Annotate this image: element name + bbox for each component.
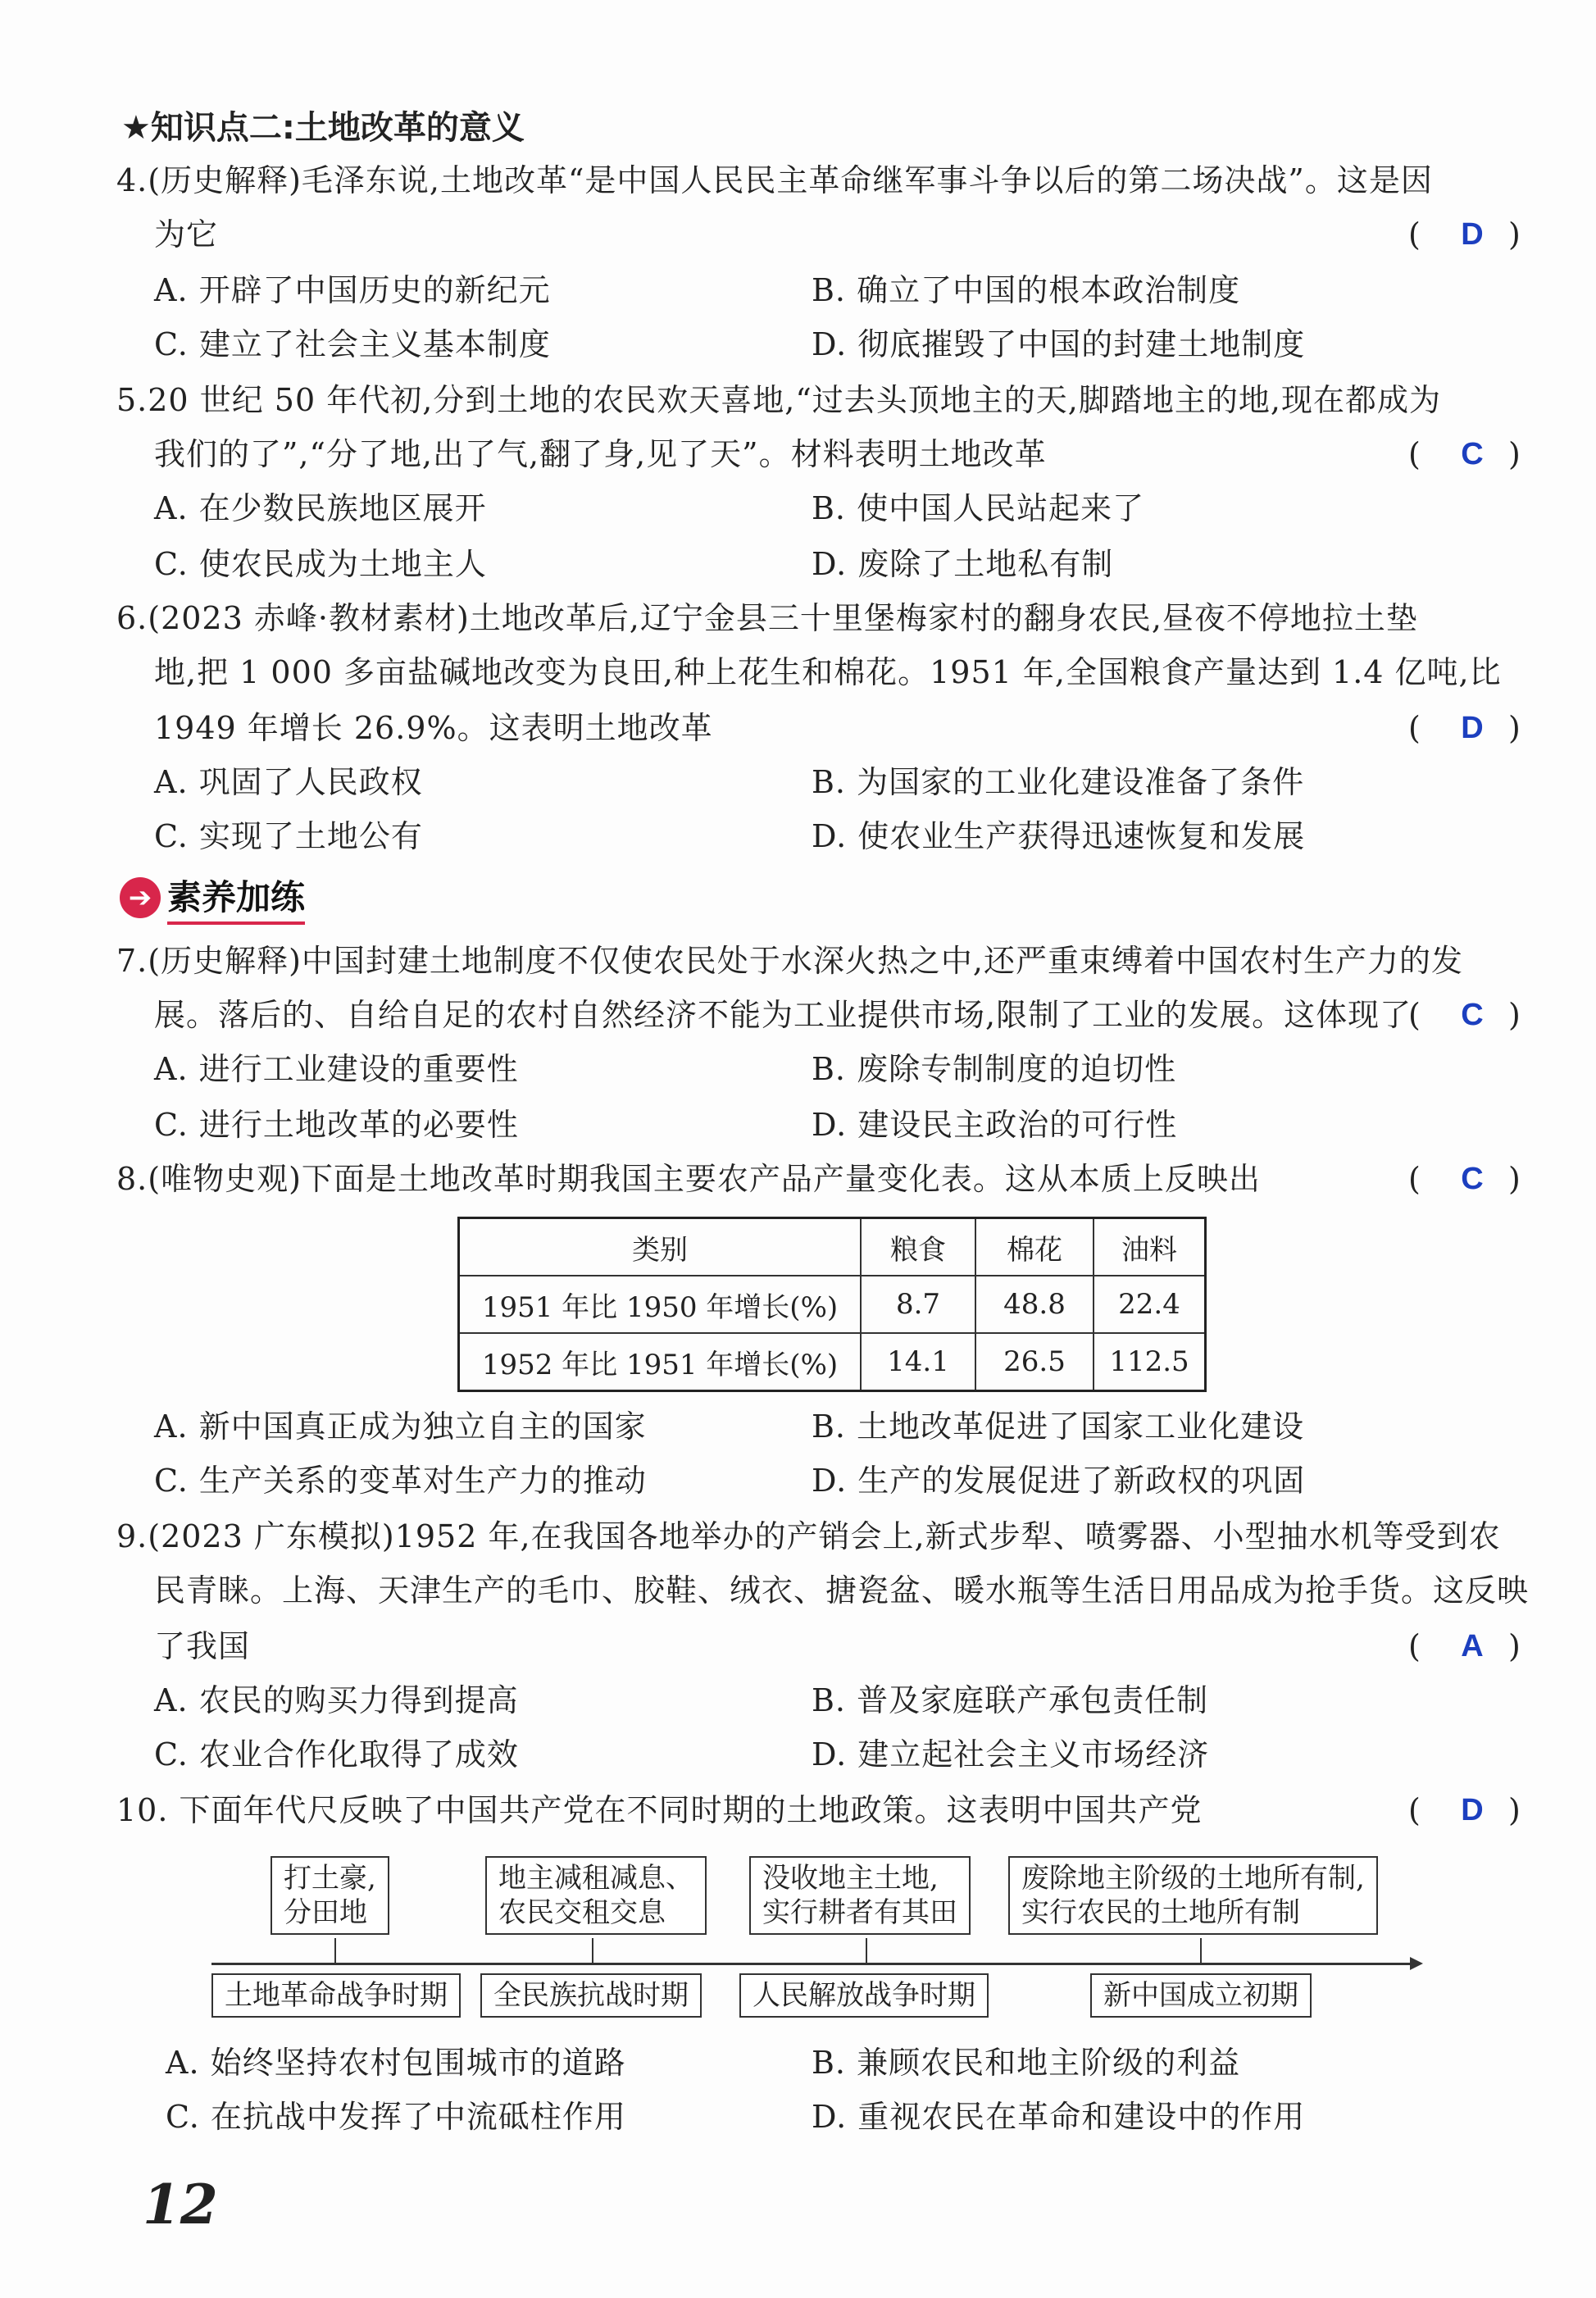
q8-option-b: B. 土地改革促进了国家工业化建设 — [812, 1408, 1305, 1445]
q9-option-d: D. 建立起社会主义市场经济 — [812, 1736, 1210, 1772]
q10-option-b: B. 兼顾农民和地主阶级的利益 — [812, 2045, 1241, 2081]
arrow-right-icon — [1410, 1957, 1423, 1970]
q6-option-a: A. 巩固了人民政权 — [154, 764, 423, 800]
q10-option-c: C. 在抗战中发挥了中流砥柱作用 — [166, 2099, 626, 2135]
practice-section-title — [120, 875, 305, 921]
q7-stem-line1: 7.(历史解释)中国封建土地制度不仅使农民处于水深火热之中,还严重束缚着中国农村生产力的发 — [116, 943, 1463, 979]
timeline-period-3: 人民解放战争时期 — [739, 1973, 989, 2018]
q8-answer-letter: C — [1461, 1162, 1484, 1196]
arrow-right-icon: ➔ — [120, 877, 161, 918]
q9-stem-line2: 民青睐。上海、天津生产的毛巾、胶鞋、绒衣、搪瓷盆、暖水瓶等生活日用品成为抢手货。这反映 — [154, 1572, 1530, 1609]
q8-option-a: A. 新中国真正成为独立自主的国家 — [154, 1408, 647, 1445]
q9-stem-line3: 了我国 — [154, 1628, 251, 1664]
q10-option-a: A. 始终坚持农村包围城市的道路 — [166, 2045, 626, 2081]
timeline-axis — [211, 1963, 1413, 1965]
practice-title-text: 素养加练 — [167, 871, 305, 925]
policy-line: 打土豪, — [284, 1862, 376, 1895]
q10-stem-line1: 10. 下面年代尺反映了中国共产党在不同时期的土地政策。这表明中国共产党 — [116, 1792, 1203, 1828]
q8-option-c: C. 生产关系的变革对生产力的推动 — [154, 1463, 647, 1499]
q7-stem-line2: 展。落后的、自给自足的农村自然经济不能为工业提供市场,限制了工业的发展。这体现了 — [154, 997, 1412, 1033]
q7-option-b: B. 废除专制制度的迫切性 — [812, 1051, 1177, 1087]
policy-line: 没收地主土地, — [762, 1862, 939, 1895]
q7-option-c: C. 进行土地改革的必要性 — [154, 1107, 519, 1143]
timeline-policy-box-2 — [485, 1856, 707, 1935]
q4-answer-letter: D — [1461, 217, 1484, 252]
q6-stem-line2: 地,把 1 000 多亩盐碱地改变为良田,种上花生和棉花。1951 年,全国粮食产量达到 1.4 亿吨,比 — [154, 654, 1502, 690]
q4-option-a: A. 开辟了中国历史的新纪元 — [154, 272, 551, 308]
table-cell: 1952 年比 1951 年增长(%) — [459, 1333, 862, 1391]
q6-stem-line1: 6.(2023 赤峰·教材素材)土地改革后,辽宁金县三十里堡梅家村的翻身农民,昼夜不停地拉土垫 — [116, 600, 1418, 636]
q10-option-d: D. 重视农民在革命和建设中的作用 — [812, 2099, 1306, 2135]
q5-stem-line2: 我们的了”,“分了地,出了气,翻了身,见了天”。材料表明土地改革 — [154, 436, 1047, 472]
q9-option-a: A. 农民的购买力得到提高 — [154, 1682, 519, 1718]
policy-line: 废除地主阶级的土地所有制, — [1021, 1862, 1365, 1895]
q10-answer-letter: D — [1461, 1793, 1484, 1827]
timeline-tick — [1200, 1938, 1202, 1964]
q4-stem-line1: 4.(历史解释)毛泽东说,土地改革“是中国人民民主革命继军事斗争以后的第二场决战”。这是因 — [116, 162, 1433, 198]
timeline-policy-box-3 — [749, 1856, 971, 1935]
table-cell: 112.5 — [1094, 1333, 1206, 1391]
table-cell: 22.4 — [1094, 1276, 1206, 1333]
q8-stem-line1: 8.(唯物史观)下面是土地改革时期我国主要农产品产量变化表。这从本质上反映出 — [116, 1161, 1261, 1197]
q8-option-d: D. 生产的发展促进了新政权的巩固 — [812, 1463, 1306, 1499]
page-number: 12 — [143, 2173, 218, 2237]
table-cell: 14.1 — [861, 1333, 975, 1391]
timeline-tick — [334, 1938, 336, 1964]
policy-line: 农民交租交息 — [498, 1896, 666, 1929]
q5-stem-line1: 5.20 世纪 50 年代初,分到土地的农民欢天喜地,“过去头顶地主的天,脚踏地主的地,现在都成为 — [116, 382, 1441, 418]
q6-answer-letter: D — [1461, 711, 1484, 745]
q9-answer-letter: A — [1461, 1629, 1484, 1663]
q5-option-b: B. 使中国人民站起来了 — [812, 490, 1145, 526]
workbook-page: ★知识点二:土地改革的意义 4.(历史解释)毛泽东说,土地改革“是中国人民民主革命继军事斗争以后的第二场决战”。这是因 为它 ( D ) A. 开辟了中国历史的新纪元 B. 确立了中国的根本政治制度 C. 建立了社会主义基本制度 D. 彻底摧毁了中国的封建土地制度 5.20 世纪 50 年代初,分到土地的农民欢天喜地,“过去头顶地主的天,脚踏地主的地,现在都成为 我们的了”,“分了地,出了气,翻了身,见了天”。材料表明土地改革 ( C ) A. 在少数民族地区展开 B. 使中国人民站起来了 C. 使农民成为土地主人 D. 废除了土地私有制 6.(2023 赤峰·教材素材)土地改革后,辽宁金县三十里堡梅家村的翻身农民,昼夜不停地拉土垫 地,把 1 000 多亩盐碱地改变为良田,种上花生和棉花。1951 年,全国粮食产量达到 1.4 亿吨,比 1949 年增长 26.9%。这表明土地改革 ( D ) A. 巩固了人民政权 B. 为国家的工业化建设准备了条件 C. 实现了土地公有 D. 使农业生产获得迅速恢复和发展 ➔ 素养加练 7.(历史解释)中国封建土地制度不仅使农民处于水深火热之中,还严重束缚着中国农村生产力的发 展。落后的、自给自足的农村自然经济不能为工业提供市场,限制了工业的发展。这体现了 ( C ) A. 进行工业建设的重要性 B. 废除专制制度的迫切性 C. 进行土地改革的必要性 D. 建设民主政治的可行性 8.(唯物史观)下面是土地改革时期我国主要农产品产量变化表。这从本质上反映出 ( C ) 类别 粮食 棉花 油料 1951 年比 1950 年增长(%) 8.7 48.8 22.4 1952 年比 1951 年增长(%) 14.1 26.5 112.5 A. 新中国真正成为独立自主的国家 B. 土地改革促进了国家工业化建设 C. 生产关系的变革对生产力的推动 D. 生产的发展促进了新政权的巩固 9.(2023 广东模拟)1952 年,在我国各地举办的产销会上,新式步犁、喷雾器、小型抽水机等受到农 民青睐。上海、天津生产的毛巾、胶鞋、绒衣、搪瓷盆、暖水瓶等生活日用品成为抢手货。这反映 了我国 ( A ) A. 农民的购买力得到提高 B. 普及家庭联产承包责任制 C. 农业合作化取得了成效 D. 建立起社会主义市场经济 10. 下面年代尺反映了中国共产党在不同时期的土地政策。这表明中国共产党 ( D ) 打土豪, 分田地 地主减租减息、 农民交租交息 没收地主土地, 实行耕者有其田 废除地主阶级的土地所有制, 实行农民的土地所有制 土地革命战争时期 全民族抗战时期 人民解放战争时期 新中国成立初期 A. 始终坚持农村包围城市的道路 B. 兼顾农民和地主阶级的利益 C. 在抗战中发挥了中流砥柱作用 D. 重视农民在革命和建设中的作用 12 — [0, 0, 1596, 2298]
q5-option-a: A. 在少数民族地区展开 — [154, 490, 487, 526]
table-cell: 48.8 — [975, 1276, 1094, 1333]
policy-line: 地主减租减息、 — [498, 1862, 693, 1895]
timeline-period-4: 新中国成立初期 — [1090, 1973, 1312, 2018]
timeline-policy-box-1 — [271, 1856, 389, 1935]
table-cell: 8.7 — [861, 1276, 975, 1333]
table-header-grain: 粮食 — [861, 1218, 975, 1276]
timeline-period-1: 土地革命战争时期 — [211, 1973, 461, 2018]
table-cell: 26.5 — [975, 1333, 1094, 1391]
q9-stem-line1: 9.(2023 广东模拟)1952 年,在我国各地举办的产销会上,新式步犁、喷雾器、小型抽水机等受到农 — [116, 1518, 1501, 1554]
q4-option-b: B. 确立了中国的根本政治制度 — [812, 272, 1241, 308]
q7-option-a: A. 进行工业建设的重要性 — [154, 1051, 519, 1087]
q5-option-c: C. 使农民成为土地主人 — [154, 546, 487, 582]
table-row — [459, 1333, 1206, 1391]
q7-option-d: D. 建设民主政治的可行性 — [812, 1107, 1178, 1143]
table-header-category: 类别 — [459, 1218, 862, 1276]
section-heading: ★知识点二:土地改革的意义 — [121, 109, 525, 147]
q9-option-b: B. 普及家庭联产承包责任制 — [812, 1682, 1209, 1718]
timeline-tick — [592, 1938, 593, 1964]
q6-stem-line3: 1949 年增长 26.9%。这表明土地改革 — [154, 710, 713, 746]
table-row — [459, 1276, 1206, 1333]
policy-line: 分田地 — [284, 1896, 367, 1929]
q5-answer-letter: C — [1461, 437, 1484, 471]
q6-option-b: B. 为国家的工业化建设准备了条件 — [812, 764, 1305, 800]
q5-option-d: D. 废除了土地私有制 — [812, 546, 1114, 582]
table-cell: 1951 年比 1950 年增长(%) — [459, 1276, 862, 1333]
q7-answer-letter: C — [1461, 998, 1484, 1032]
q9-option-c: C. 农业合作化取得了成效 — [154, 1736, 519, 1772]
q6-option-c: C. 实现了土地公有 — [154, 818, 423, 854]
table-header-cotton: 棉花 — [975, 1218, 1094, 1276]
table-header-oil: 油料 — [1094, 1218, 1206, 1276]
policy-line: 实行农民的土地所有制 — [1021, 1896, 1300, 1929]
q6-option-d: D. 使农业生产获得迅速恢复和发展 — [812, 818, 1306, 854]
production-table — [457, 1217, 1207, 1392]
q4-option-d: D. 彻底摧毁了中国的封建土地制度 — [812, 326, 1306, 362]
timeline-policy-box-4 — [1008, 1856, 1378, 1935]
policy-line: 实行耕者有其田 — [762, 1896, 957, 1929]
timeline-period-2: 全民族抗战时期 — [480, 1973, 702, 2018]
q4-stem-line2: 为它 — [154, 216, 219, 253]
table-header-row — [459, 1218, 1206, 1276]
q4-option-c: C. 建立了社会主义基本制度 — [154, 326, 551, 362]
timeline-tick — [866, 1938, 867, 1964]
